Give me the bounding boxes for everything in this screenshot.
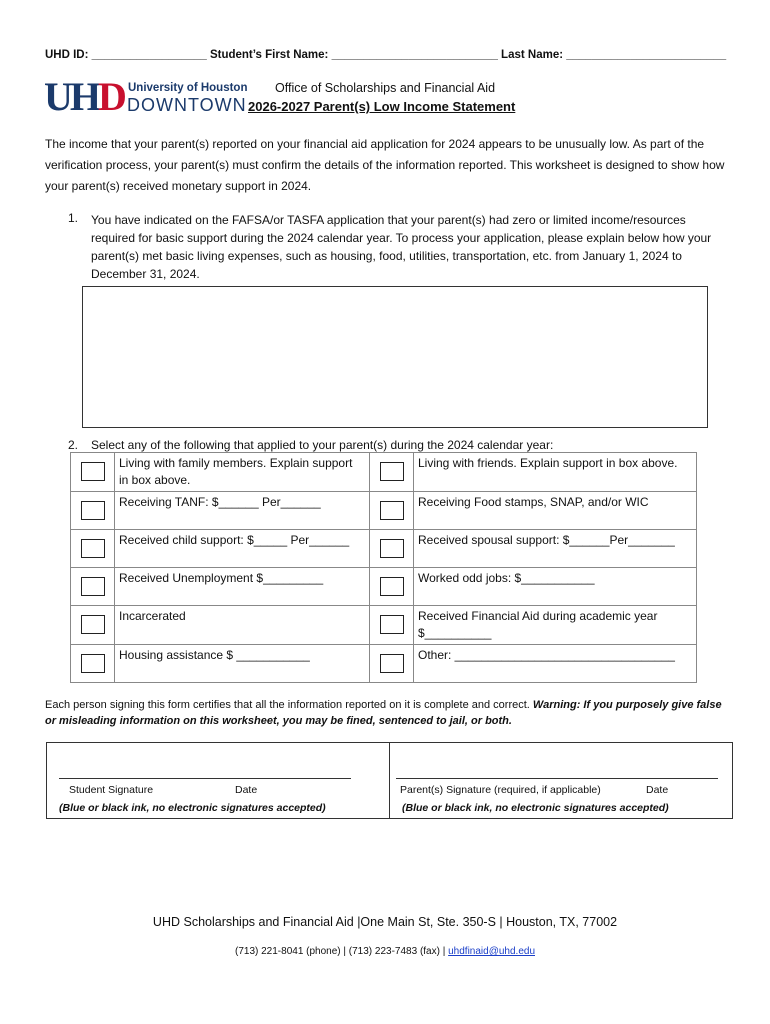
- footer-email-link[interactable]: uhdfinaid@uhd.edu: [448, 946, 535, 957]
- student-id-name-line: UHD ID: __________________ Student’s First Name: __________________________ Last Name: _________________________: [45, 49, 727, 61]
- checkbox-housing-assistance[interactable]: [81, 654, 105, 673]
- uhd-logo: [44, 74, 248, 120]
- option-incarcerated: Incarcerated: [115, 606, 370, 645]
- option-food-stamps: Receiving Food stamps, SNAP, and/or WIC: [414, 492, 697, 530]
- checkbox-unemployment[interactable]: [81, 577, 105, 596]
- footer-address: UHD Scholarships and Financial Aid |One Main St, Ste. 350-S | Houston, TX, 77002: [152, 915, 618, 929]
- checkbox-incarcerated[interactable]: [81, 615, 105, 634]
- parent-signature-label: Parent(s) Signature (required, if applicable): [400, 784, 601, 796]
- student-date-label: Date: [235, 784, 258, 796]
- student-signature-cell[interactable]: [47, 743, 390, 819]
- student-signature-line: [59, 778, 351, 779]
- checkbox-food-stamps[interactable]: [380, 501, 404, 520]
- parent-signature-cell[interactable]: [390, 743, 733, 819]
- checkbox-child-support[interactable]: [81, 539, 105, 558]
- logo-campus-text: DOWNTOWN: [127, 95, 247, 115]
- question-1-number: 1.: [68, 211, 79, 225]
- checkbox-tanf[interactable]: [81, 501, 105, 520]
- question-1-text: You have indicated on the FAFSA/or TASFA application that your parent(s) had zero or limited income/resources required for basic support during the 2024 calendar year. To process your application, please explain below how your parent(s) met basic living expenses, such as housing, food, utilities, transportation, etc. from January 1, 2024 to December 31, 2024.: [91, 213, 712, 281]
- option-living-with-family: Living with family members. Explain support in box above.: [115, 453, 370, 492]
- checkbox-odd-jobs[interactable]: [380, 577, 404, 596]
- signature-table: [46, 742, 733, 819]
- option-spousal-support: Received spousal support: $______Per_______: [414, 530, 697, 568]
- option-unemployment: Received Unemployment $_________: [115, 568, 370, 606]
- option-financial-aid: Received Financial Aid during academic year $__________: [414, 606, 697, 645]
- option-other: Other: _________________________________: [414, 645, 697, 683]
- options-row: [71, 530, 697, 568]
- checkbox-other[interactable]: [380, 654, 404, 673]
- certification-warning: Warning: If you purposely give false or misleading information on this worksheet, you may be fined, sentenced to jail, or both.: [45, 699, 722, 727]
- logo-monogram: UHD: [44, 74, 124, 119]
- option-odd-jobs: Worked odd jobs: $___________: [414, 568, 697, 606]
- form-title: 2026-2027 Parent(s) Low Income Statement: [248, 99, 516, 114]
- question-2-number: 2.: [68, 438, 79, 452]
- logo-university-text: University of Houston: [128, 82, 248, 94]
- parent-signature-line: [396, 778, 718, 779]
- option-housing-assistance: Housing assistance $ ___________: [115, 645, 370, 683]
- options-row: [71, 645, 697, 683]
- checkbox-living-with-family[interactable]: [81, 462, 105, 481]
- footer-contact: [0, 946, 770, 957]
- certification-text: Each person signing this form certifies that all the information reported on it is complete and correct.: [45, 699, 530, 711]
- office-name: Office of Scholarships and Financial Aid: [275, 81, 496, 95]
- checkbox-living-with-friends[interactable]: [380, 462, 404, 481]
- options-row: [71, 606, 697, 645]
- footer-phone-fax: (713) 221-8041 (phone) | (713) 223-7483 (fax) |: [235, 946, 449, 957]
- options-row: [71, 453, 697, 492]
- certification-statement: [45, 697, 735, 729]
- parent-date-label: Date: [646, 784, 669, 796]
- support-options-table: [70, 452, 697, 683]
- options-row: [71, 568, 697, 606]
- option-living-with-friends: Living with friends. Explain support in box above.: [414, 453, 697, 492]
- option-child-support: Received child support: $_____ Per______: [115, 530, 370, 568]
- checkbox-spousal-support[interactable]: [380, 539, 404, 558]
- option-tanf: Receiving TANF: $______ Per______: [115, 492, 370, 530]
- question-2-text: Select any of the following that applied to your parent(s) during the 2024 calendar year:: [91, 438, 554, 452]
- intro-paragraph: The income that your parent(s) reported on your financial aid application for 2024 appears to be unusually low. As part of the verification process, your parent(s) must confirm the details of the information reported. This worksheet is designed to show how your parent(s) received monetary support in 2024.: [45, 137, 725, 193]
- student-ink-note: (Blue or black ink, no electronic signatures accepted): [59, 802, 326, 814]
- parent-ink-note: (Blue or black ink, no electronic signatures accepted): [402, 802, 669, 814]
- student-signature-label: Student Signature: [69, 784, 154, 796]
- explanation-text-box[interactable]: [82, 286, 708, 428]
- options-row: [71, 492, 697, 530]
- checkbox-financial-aid[interactable]: [380, 615, 404, 634]
